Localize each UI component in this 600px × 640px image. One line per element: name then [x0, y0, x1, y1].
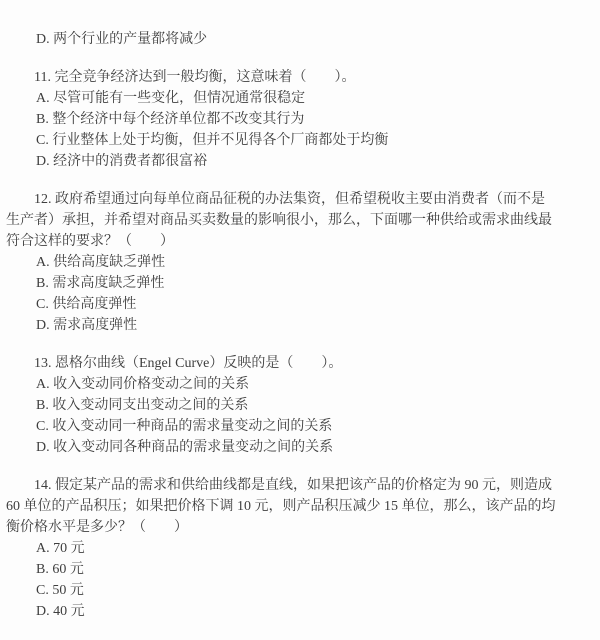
question-12-stem-line: 符合这样的要求？（ ）: [6, 234, 174, 249]
question-11-option-b: B. 整个经济中每个经济单位都不改变其行为: [36, 112, 305, 127]
question-14-option-a: A. 70 元: [36, 541, 85, 556]
question-12-option-a: A. 供给高度缺乏弹性: [36, 255, 166, 270]
question-14-option-c: C. 50 元: [36, 583, 84, 598]
question-11-option-a: A. 尽管可能有一些变化，但情况通常很稳定: [36, 91, 306, 106]
question-14-stem-line: 60 单位的产品积压；如果把价格下调 10 元，则产品积压减少 15 单位，那么，该产品的均: [6, 499, 556, 514]
question-11-block: [6, 67, 592, 172]
question-12-option-b: B. 需求高度缺乏弹性: [36, 276, 165, 291]
question-11-option-d: D. 经济中的消费者都很富裕: [36, 154, 208, 169]
question-14-stem-line: 14. 假定某产品的需求和供给曲线都是直线，如果把该产品的价格定为 90 元，则造成: [34, 478, 552, 493]
question-13-stem-line: 13. 恩格尔曲线（Engel Curve）反映的是（ ）。: [34, 356, 343, 371]
question-13-option-a: A. 收入变动同价格变动之间的关系: [36, 377, 250, 392]
question-12-stem-line: 生产者）承担，并希望对商品买卖数量的影响很小，那么，下面哪一种供给或需求曲线最: [6, 213, 552, 228]
questions-list: [6, 67, 592, 622]
question-12-block: [6, 189, 592, 336]
question-11-stem-line: 11. 完全竞争经济达到一般均衡，这意味着（ ）。: [34, 70, 356, 85]
question-12-option-d: D. 需求高度弹性: [36, 318, 138, 333]
question-13-option-d: D. 收入变动同各种商品的需求量变动之间的关系: [36, 440, 334, 455]
question-11-option-c: C. 行业整体上处于均衡，但并不见得各个厂商都处于均衡: [36, 133, 389, 148]
question-12-option-c: C. 供给高度弹性: [36, 297, 137, 312]
question-14-option-d: D. 40 元: [36, 604, 85, 619]
question-14-block: [6, 475, 592, 622]
question-10-option-d: D. 两个行业的产量都将减少: [36, 32, 208, 47]
question-13-block: [6, 353, 592, 458]
question-12-stem-line: 12. 政府希望通过向每单位商品征税的办法集资，但希望税收主要由消费者（而不是: [34, 192, 545, 207]
question-14-stem-line: 衡价格水平是多少？（ ）: [6, 520, 188, 535]
question-13-option-b: B. 收入变动同支出变动之间的关系: [36, 398, 249, 413]
question-14-option-b: B. 60 元: [36, 562, 84, 577]
question-13-option-c: C. 收入变动同一种商品的需求量变动之间的关系: [36, 419, 333, 434]
